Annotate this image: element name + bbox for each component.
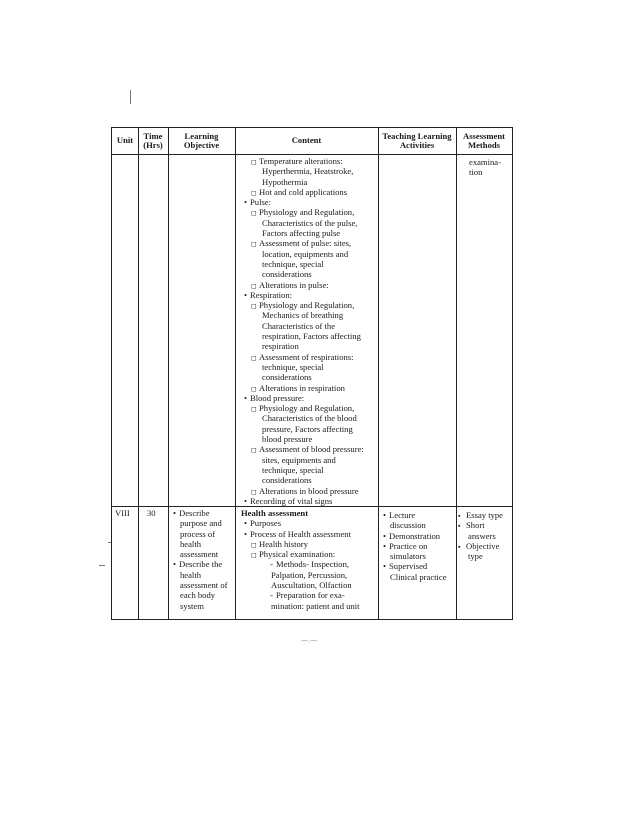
line-text: Supervised xyxy=(389,561,428,572)
scan-mark xyxy=(99,565,105,566)
text-line xyxy=(241,403,381,413)
bullet-icon: • xyxy=(243,289,247,300)
text-line xyxy=(241,228,381,238)
bullet-icon: • xyxy=(243,197,247,208)
line-text: Physical examination: xyxy=(259,549,336,560)
text-line xyxy=(241,383,381,393)
line-text: Respiration: xyxy=(250,289,293,300)
line-text: process of xyxy=(180,528,216,539)
text-line xyxy=(241,508,381,518)
text-line xyxy=(241,455,381,465)
line-text: Practice on xyxy=(389,540,428,551)
text-line xyxy=(241,197,381,207)
row1-content-cell xyxy=(241,156,381,506)
line-text: simulators xyxy=(390,551,426,562)
square-bullet-icon: ◻ xyxy=(251,353,257,362)
text-line xyxy=(241,238,381,248)
line-text: Describe the xyxy=(179,559,223,570)
text-line xyxy=(241,352,381,362)
text-line xyxy=(241,580,381,590)
row2-unit-cell xyxy=(115,508,130,518)
text-line xyxy=(241,529,381,539)
column-divider xyxy=(138,128,139,619)
header-unit-label: Unit xyxy=(116,135,134,146)
line-text: discussion xyxy=(390,520,426,531)
text-line xyxy=(241,496,381,506)
text-line xyxy=(170,508,234,518)
text-line xyxy=(241,218,381,228)
line-text: Health assessment xyxy=(241,508,309,518)
text-line xyxy=(241,300,381,310)
line-text: answers xyxy=(468,530,496,541)
text-line xyxy=(170,518,234,528)
line-text: sites, equipments and xyxy=(262,454,336,465)
text-line xyxy=(458,510,514,520)
line-text: Physiology and Regulation, xyxy=(259,207,355,218)
column-divider xyxy=(235,128,236,619)
text-line xyxy=(241,486,381,496)
text-line xyxy=(380,551,456,561)
line-text: type xyxy=(468,551,483,562)
square-bullet-icon: ▪ xyxy=(458,512,461,520)
line-text: Process of Health assessment xyxy=(250,528,351,539)
square-bullet-icon: ◻ xyxy=(251,158,257,166)
text-line xyxy=(380,541,456,551)
header-assessment xyxy=(456,128,512,154)
text-line xyxy=(241,590,381,600)
square-bullet-icon: ◻ xyxy=(251,188,257,197)
line-text: Characteristics of the blood xyxy=(262,413,357,424)
header-time-line2: (Hrs) xyxy=(143,140,163,150)
line-text: Health history xyxy=(259,538,308,549)
unit-number: VIII xyxy=(115,508,130,518)
line-text: Hypothermia xyxy=(262,176,308,187)
square-bullet-icon: ◻ xyxy=(251,281,257,290)
text-line xyxy=(241,539,381,549)
text-line xyxy=(458,541,514,551)
row1-assessment-cell xyxy=(469,157,501,178)
text-line xyxy=(241,424,381,434)
bullet-icon: • xyxy=(172,508,176,518)
text-line xyxy=(380,531,456,541)
square-bullet-icon: ◻ xyxy=(251,384,257,393)
line-text: technique, special xyxy=(262,361,324,372)
header-time xyxy=(138,128,168,154)
line-text: Preparation for exa- xyxy=(276,590,345,601)
text-line xyxy=(241,269,381,279)
text-line xyxy=(170,590,234,600)
line-text: Demonstration xyxy=(389,530,441,541)
line-text: Short xyxy=(466,520,485,531)
text-line xyxy=(241,310,381,320)
text-line xyxy=(241,166,381,176)
bullet-icon: • xyxy=(243,518,247,529)
header-activities-line1: Teaching Learning xyxy=(382,130,452,141)
text-line xyxy=(380,561,456,571)
bullet-icon: • xyxy=(243,392,247,403)
line-text: system xyxy=(180,600,204,611)
row2-objective-cell xyxy=(170,508,234,611)
line-text: purpose and xyxy=(180,518,222,529)
square-bullet-icon: ◻ xyxy=(251,209,257,218)
text-line xyxy=(458,551,514,561)
text-line xyxy=(241,601,381,611)
column-divider xyxy=(168,128,169,619)
line-text: considerations xyxy=(262,475,312,486)
line-text: Temperature alterations: xyxy=(259,156,343,166)
scan-mark xyxy=(130,90,131,104)
assessment-text: tion xyxy=(469,167,483,178)
header-assessment-line1: Assessment xyxy=(462,130,505,141)
text-line xyxy=(170,570,234,580)
line-text: health xyxy=(180,569,201,580)
line-text: Methods- Inspection, xyxy=(276,559,350,570)
header-unit xyxy=(112,128,138,154)
line-text: considerations xyxy=(262,269,312,280)
line-text: Recording of vital signs xyxy=(250,495,333,506)
square-bullet-icon: ▪ xyxy=(458,522,461,531)
text-line xyxy=(380,572,456,582)
row-divider xyxy=(112,506,512,507)
bullet-icon: • xyxy=(243,528,247,539)
bullet-icon: • xyxy=(382,510,386,520)
line-text: Alterations in pulse: xyxy=(259,279,329,290)
curriculum-table xyxy=(111,127,513,620)
text-line xyxy=(241,331,381,341)
line-text: blood pressure xyxy=(262,434,313,445)
text-line xyxy=(241,321,381,331)
text-line xyxy=(241,249,381,259)
header-time-line1: Time xyxy=(143,130,163,141)
square-bullet-icon: ◻ xyxy=(251,540,257,549)
bullet-icon: • xyxy=(382,540,386,551)
line-text: Assessment of blood pressure: xyxy=(259,444,364,455)
line-text: respiration xyxy=(262,341,299,352)
header-objective-line2: Objective xyxy=(183,140,220,150)
line-text: Assessment of pulse: sites, xyxy=(259,238,352,249)
line-text: pressure, Factors affecting xyxy=(262,423,353,434)
line-text: Essay type xyxy=(466,510,503,520)
header-objective-line1: Learning xyxy=(184,130,219,141)
line-text: Purposes xyxy=(250,518,282,529)
text-line xyxy=(241,290,381,300)
line-text: Characteristics of the pulse, xyxy=(262,217,358,228)
line-text: location, equipments and xyxy=(262,248,349,259)
text-line xyxy=(170,580,234,590)
assessment-text: examina- xyxy=(469,157,501,167)
line-text: Palpation, Percussion, xyxy=(271,569,348,580)
square-bullet-icon: ◻ xyxy=(251,551,257,560)
line-text: Alterations in blood pressure xyxy=(259,485,359,496)
text-line xyxy=(241,518,381,528)
text-line xyxy=(380,510,456,520)
line-text: assessment of xyxy=(180,580,228,591)
line-text: Auscultation, Olfaction xyxy=(271,580,352,591)
line-text: assessment xyxy=(180,549,219,560)
line-text: Characteristics of the xyxy=(262,320,336,331)
text-line xyxy=(241,413,381,423)
line-text: health xyxy=(180,538,201,549)
text-line xyxy=(241,341,381,351)
square-bullet-icon: ▪ xyxy=(458,542,461,551)
text-line xyxy=(241,362,381,372)
header-activities-line2: Activities xyxy=(399,140,435,150)
header-activities xyxy=(378,128,456,154)
text-line xyxy=(241,393,381,403)
text-line xyxy=(170,539,234,549)
line-text: Physiology and Regulation, xyxy=(259,300,355,311)
bullet-icon: • xyxy=(382,530,386,541)
line-text: Alterations in respiration xyxy=(259,382,345,393)
line-text: Mechanics of breathing xyxy=(262,310,344,321)
header-content xyxy=(235,128,378,154)
text-line xyxy=(458,531,514,541)
header-objective xyxy=(168,128,235,154)
text-line xyxy=(170,559,234,569)
text-line xyxy=(241,259,381,269)
text-line xyxy=(241,434,381,444)
time-hours: 30 xyxy=(147,508,156,518)
text-line xyxy=(241,475,381,485)
square-bullet-icon: ◻ xyxy=(251,240,257,249)
header-content-label: Content xyxy=(291,135,322,146)
line-text: Objective xyxy=(466,540,500,551)
line-text: Factors affecting pulse xyxy=(262,228,341,239)
header-assessment-line2: Methods xyxy=(468,140,500,150)
line-text: mination: patient and unit xyxy=(271,600,360,611)
line-text: Blood pressure: xyxy=(250,392,305,403)
line-text: Lecture xyxy=(389,510,416,520)
text-line xyxy=(458,520,514,530)
text-line xyxy=(170,549,234,559)
line-text: respiration, Factors affecting xyxy=(262,331,361,342)
line-text: considerations xyxy=(262,372,312,383)
column-divider xyxy=(456,128,457,619)
line-text: Physiology and Regulation, xyxy=(259,403,355,414)
line-text: Assessment of respirations: xyxy=(259,351,354,362)
page-number-fragment: ⌒⌒ xyxy=(300,640,319,650)
text-line xyxy=(241,207,381,217)
line-text: Describe xyxy=(179,508,210,518)
text-line xyxy=(170,529,234,539)
text-line xyxy=(241,372,381,382)
bullet-icon: • xyxy=(382,561,386,572)
text-line xyxy=(241,444,381,454)
row2-time-cell xyxy=(147,508,156,518)
line-text: technique, special xyxy=(262,258,324,269)
row2-assessment-cell xyxy=(458,510,514,561)
text-line xyxy=(241,280,381,290)
text-line xyxy=(241,177,381,187)
text-line xyxy=(380,520,456,530)
square-bullet-icon: ◻ xyxy=(251,302,257,311)
line-text: technique, special xyxy=(262,464,324,475)
row2-content-cell xyxy=(241,508,381,611)
square-bullet-icon: ◻ xyxy=(251,405,257,414)
line-text: each body xyxy=(180,590,216,601)
dash-bullet-icon: - xyxy=(270,559,273,570)
text-line xyxy=(170,601,234,611)
text-line xyxy=(241,549,381,559)
line-text: Pulse: xyxy=(250,197,272,208)
dash-bullet-icon: - xyxy=(270,590,273,601)
bullet-icon: • xyxy=(243,495,247,506)
row2-activities-cell xyxy=(380,510,456,582)
line-text: Hyperthermia, Heatstroke, xyxy=(262,166,354,177)
text-line xyxy=(241,559,381,569)
line-text: Hot and cold applications xyxy=(259,186,348,197)
text-line xyxy=(241,156,381,166)
bullet-icon: • xyxy=(172,559,176,570)
text-line xyxy=(241,187,381,197)
line-text: Clinical practice xyxy=(390,571,447,582)
square-bullet-icon: ◻ xyxy=(251,446,257,455)
text-line xyxy=(241,570,381,580)
text-line xyxy=(241,465,381,475)
header-divider xyxy=(112,154,512,155)
square-bullet-icon: ◻ xyxy=(251,487,257,496)
